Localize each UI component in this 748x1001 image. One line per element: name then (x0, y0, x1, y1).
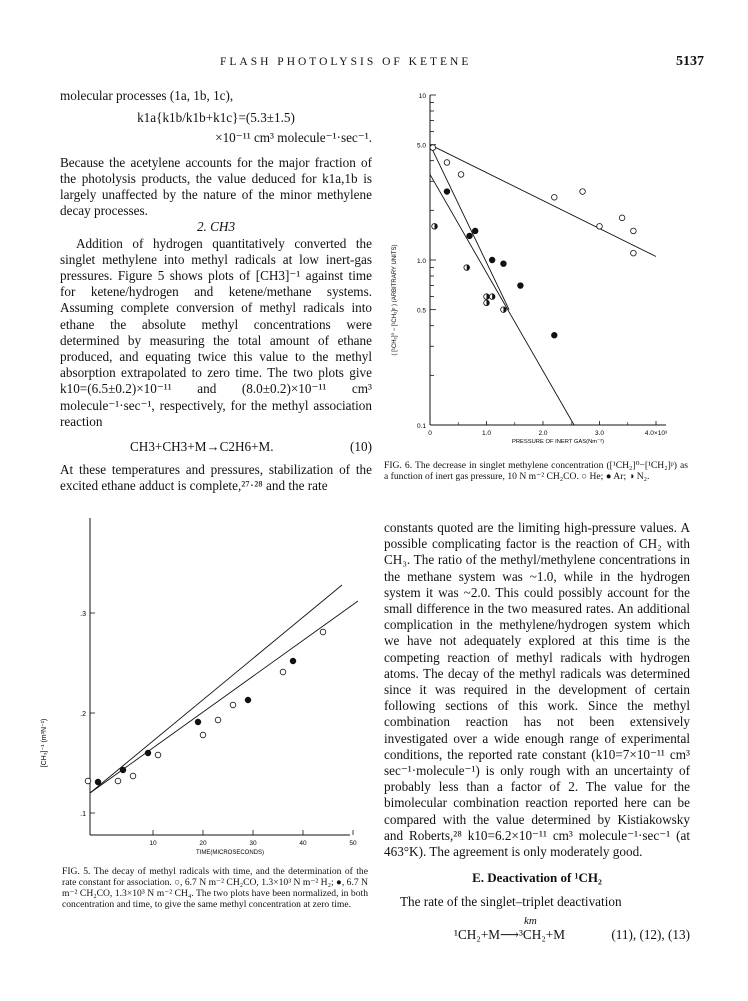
x-axis-label: PRESSURE OF INERT GAS(Nm⁻²) (511, 439, 605, 445)
x-tick-label: 50 (349, 840, 357, 847)
data-point-filled (518, 283, 524, 289)
equation: CH3+CH3+M→C2H6+M. (130, 439, 274, 455)
data-point-filled (245, 697, 251, 703)
data-point-open (619, 215, 625, 221)
y-tick-label: .1 (80, 811, 86, 818)
data-point-half (501, 307, 507, 313)
running-header (0, 56, 748, 72)
data-point-open (552, 194, 558, 200)
y-tick-label: .2 (80, 711, 86, 718)
data-point-half (484, 294, 490, 300)
equation-number: (11), (12), (13) (611, 926, 690, 942)
data-point-open (458, 172, 464, 178)
data-point-half (489, 294, 495, 300)
data-point-open (597, 224, 603, 230)
section-heading: E. Deactivation of ¹CH₂ (472, 870, 602, 886)
figure-6-chart (376, 86, 696, 458)
data-point-open (130, 773, 136, 779)
x-tick-label: 40 (299, 840, 307, 847)
data-point-filled (489, 257, 495, 263)
paragraph: The rate of the singlet–triplet deactivation (400, 894, 622, 910)
figure-5-chart (41, 508, 376, 864)
page-number: 5137 (676, 54, 704, 69)
data-point-half (464, 265, 470, 271)
paragraph: Because the acetylene accounts for the major fraction of the photolysis products, the value deduced for k1a,1b is largely unaffected by the nature of the minor methylene decay processes. (60, 154, 372, 219)
equation-continued: ×10⁻¹¹ cm³ molecule⁻¹·sec⁻¹. (215, 130, 372, 146)
data-point-open (631, 228, 637, 234)
data-point-filled (472, 228, 478, 234)
y-tick-label: 0.5 (416, 307, 426, 315)
data-point-filled (95, 779, 101, 785)
data-point-open (444, 160, 450, 166)
left-column-text (60, 88, 372, 494)
x-tick-label: 2.0 (538, 430, 548, 437)
data-point-filled (467, 233, 473, 239)
y-axis-label: [CH₃]⁻¹ (m³N⁻¹) (41, 718, 48, 768)
data-point-open (280, 669, 286, 675)
y-tick-label: 0.1 (416, 423, 426, 430)
y-tick-label: .3 (80, 611, 86, 618)
data-point-half (432, 224, 438, 230)
data-point-filled (120, 767, 126, 773)
fit-line-h2 (90, 601, 358, 793)
x-axis-label: TIME(MICROSECONDS) (196, 850, 264, 856)
data-point-open (155, 752, 161, 758)
x-tick-label: 1.0 (481, 430, 492, 437)
data-point-open (230, 702, 236, 708)
y-axis-label: ( [¹CH₂]⁰ − [¹CH₂]ᵖ ) (ARBITRARY UNITS) (392, 244, 398, 356)
x-tick-label: 10 (149, 840, 157, 847)
data-point-filled (195, 719, 201, 725)
x-tick-label: 0 (428, 430, 432, 437)
data-point-open (85, 778, 91, 784)
paragraph: constants quoted are the limiting high-pressure values. A possible complicating factor is the reaction of CH₂ with CH₃. The ratio of the methyl/methylene concentrations in the methane system was ~1.0, while in the hydrogen system it was ~2.0. This could possibly account for the small difference in the two measured rates. An additional complication in the methylene/hydrogen system which we have not adequately explored at this time is the competing reaction of methyl radicals with hydrogen atoms. The decay of the methyl radicals was determined since it was required in the development of certain following sections of this work. Since the methyl combination reaction has not been extensively investigated over a wide enough range of experimental conditions, the reported rate constant (k10=7×10⁻¹¹ cm³ sec⁻¹·molecule⁻¹) is only rough with an uncertainty of probably less than a factor of 2. The value for the bimolecular combination reaction reported here can be compared with the value determined by Kistiakowsky and Roberts,²⁸ k10=6.2×10⁻¹¹ cm³ molecule⁻¹·sec⁻¹ (at 463°K). The agreement is only moderately good. (384, 520, 690, 860)
paragraph: Addition of hydrogen quantitatively converted the singlet methylene into methyl radicals at low inert-gas pressures. Figure 5 shows plots of [CH3]⁻¹ against time for ketene/hydrogen and ketene/methane systems. Assuming complete conversion of methyl radicals into ethane the absolute methyl concentrations were determined by measuring the total amount of ethane produced, and equating twice this value to the methyl absorption extrapolated to zero time. The two plots give k10=(6.5±0.2)×10⁻¹¹ and (8.0±0.2)×10⁻¹¹ cm³ molecule⁻¹·sec⁻¹, respectively, for the methyl association reaction (60, 235, 372, 429)
data-point-open (215, 717, 221, 723)
data-point-filled (501, 261, 507, 267)
data-point-open (200, 732, 206, 738)
running-title: FLASH PHOTOLYSIS OF KETENE (220, 56, 472, 68)
equation-row (384, 911, 690, 945)
equation-row (60, 436, 372, 458)
data-point-open (631, 250, 637, 256)
y-tick-label: 10 (418, 93, 426, 100)
data-point-open (320, 629, 326, 635)
right-column-text (384, 520, 690, 945)
equation: k1a{k1b/k1b+k1c}=(5.3±1.5) (137, 110, 295, 126)
figure-6-caption: FIG. 6. The decrease in singlet methylene concentration ([¹CH₂]⁰−[¹CH₂]ᵖ) as a function of inert gas pressure, 10 N m⁻² CH₂CO. ○ He; ● Ar; ◑ N₂. (384, 460, 688, 482)
rate-constant-label: km (524, 914, 537, 927)
equation-number: (10) (350, 439, 372, 455)
y-tick-label: 5.0 (416, 142, 426, 150)
data-point-filled (552, 332, 558, 338)
data-point-filled (444, 189, 450, 195)
data-point-filled (290, 658, 296, 664)
y-tick-label: 1.0 (416, 258, 426, 265)
data-point-open (430, 145, 436, 151)
data-point-open (580, 189, 586, 195)
x-tick-label: 3.0 (594, 430, 605, 437)
data-point-half (484, 300, 490, 306)
fit-line-he (430, 145, 656, 257)
data-point-filled (145, 750, 151, 756)
equation: ¹CH₂+M⟶³CH₂+M (454, 926, 565, 942)
x-tick-label: 4.0×10³ (644, 430, 668, 437)
fit-line-ar (430, 174, 574, 425)
fit-line-ch4 (90, 585, 342, 793)
section-heading: 2. CH3 (196, 219, 236, 235)
figure-5-caption: FIG. 5. The decay of methyl radicals with time, and the determination of the rate constant for association. ○, 6.7 N m⁻² CH₂CO, 1.3×10³ N m⁻² H₂; ●, 6.7 N m⁻² CH₂CO, 1.3×10³ N m⁻² CH₄. The two plots have been normalized, in both concentration and time, to give the same methyl concentration at zero time. (62, 866, 368, 910)
x-tick-label: 20 (199, 840, 207, 847)
paragraph: At these temperatures and pressures, stabilization of the excited ethane adduct is complete,²⁷·²⁸ and the rate (60, 462, 372, 494)
fit-line-n2 (430, 145, 509, 310)
data-point-open (115, 778, 121, 784)
paragraph: molecular processes (1a, 1b, 1c), (60, 88, 234, 103)
x-tick-label: 30 (249, 840, 257, 847)
